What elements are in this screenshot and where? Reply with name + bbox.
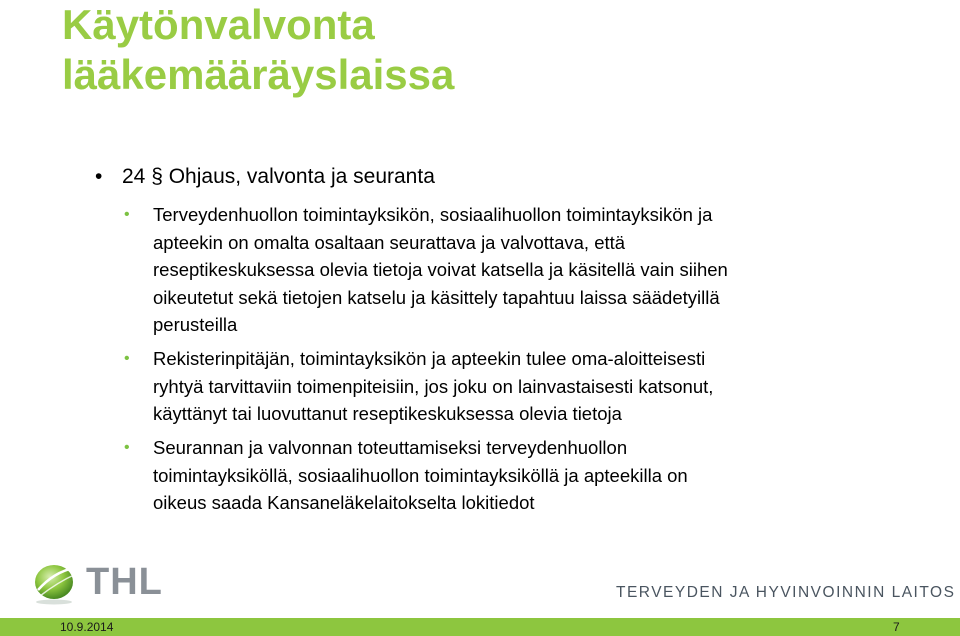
slide-title-line-1: Käytönvalvonta [62,1,375,48]
footer-date: 10.9.2014 [60,620,114,634]
text-line: Terveydenhuollon toimintayksikön, sosiaalihuollon toimintayksikön ja [153,204,713,225]
text-line: reseptikeskuksessa olevia tietoja voivat katsella ja käsitellä vain siihen [153,259,728,280]
slide-title-line-2: lääkemääräyslaissa [62,51,455,98]
sub-bullet-2-text [153,345,923,428]
footer-bar [0,618,960,636]
text-line: Rekisterinpitäjän, toimintayksikön ja apteekin tulee oma-aloitteisesti [153,348,706,369]
bullet-marker: • [95,165,103,188]
text-line: oikeutetut sekä tietojen katselu ja käsittely tapahtuu laissa säädetyillä [153,286,720,308]
slide-title [62,0,454,100]
sub-bullet-marker: • [124,206,130,223]
page-number: 7 [893,620,900,634]
sub-bullet-marker: • [124,439,130,456]
text-line: ryhtyä tarvittaviin toimenpiteisiin, jos joku on lainvastaisesti katsonut, [153,375,714,397]
main-bullet-text: 24 § Ohjaus, valvonta ja seuranta [122,165,435,188]
text-line: perusteilla [153,314,238,335]
sub-bullet-3-text [153,434,923,517]
text-line: Seurannan ja valvonnan toteuttamiseksi terveydenhuollon [153,437,628,458]
text-line: apteekin on omalta osaltaan seurattava ja valvottava, että [153,231,626,253]
text-line: toimintayksiköllä, sosiaalihuollon toimintayksiköllä ja apteekilla on [153,464,688,486]
thl-logo-text: THL [86,561,163,603]
institute-name: TERVEYDEN JA HYVINVOINNIN LAITOS [616,584,956,601]
text-line: käyttänyt tai luovuttanut reseptikeskuksessa olevia tietoja [153,403,622,424]
sub-bullet-1-text [153,201,923,339]
text-line: oikeus saada Kansaneläkelaitokselta lokitiedot [153,492,535,513]
sub-bullet-marker: • [124,350,130,367]
